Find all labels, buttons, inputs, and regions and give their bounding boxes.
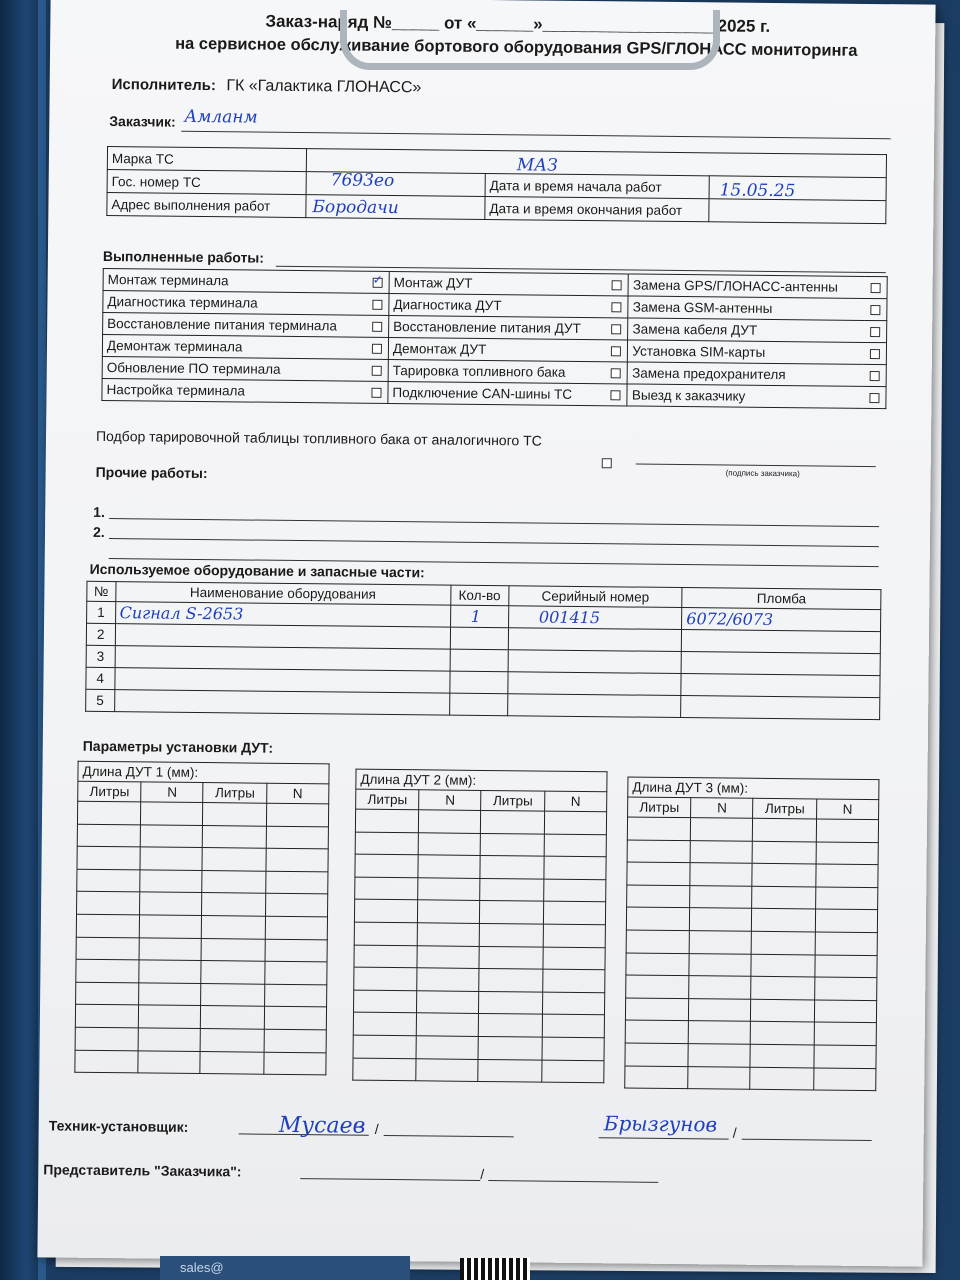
representative-sign-line-1 [300, 1178, 480, 1181]
work-checkbox[interactable] [372, 322, 382, 332]
dut-col-header: Литры [753, 798, 817, 819]
works-title: Выполненные работы: [102, 247, 265, 266]
dut-col-header: Литры [628, 797, 692, 818]
dut-cell[interactable] [690, 840, 752, 863]
equipment-seal: 6072/6073 [682, 608, 881, 632]
work-checkbox[interactable] [372, 366, 382, 376]
order-subtitle: на сервисное обслуживание бортового оборудования GPS/ГЛОНАСС мониторинга [175, 34, 858, 60]
work-3-2-label: Замена GSM-антенны [628, 296, 864, 320]
dut-cell[interactable] [264, 1029, 326, 1052]
work-checkbox[interactable] [870, 327, 880, 337]
dut-cell[interactable] [544, 834, 606, 857]
dut-cell[interactable] [264, 984, 326, 1007]
clip-ring [340, 10, 720, 70]
dut-cell[interactable] [816, 842, 878, 865]
work-3-2-cell [864, 298, 887, 320]
dut-title: Параметры установки ДУТ: [82, 737, 274, 756]
work-1-6-cell [365, 381, 388, 403]
equipment-seal [681, 696, 880, 720]
work-checkbox[interactable] [612, 281, 622, 291]
dut-cell[interactable] [354, 967, 418, 990]
dut-cell[interactable] [77, 892, 141, 915]
work-checkbox[interactable] [612, 325, 622, 335]
dut-cell[interactable] [752, 909, 816, 932]
work-2-4-label: Демонтаж ДУТ [388, 337, 605, 361]
dut-cell[interactable] [265, 961, 327, 984]
dut-cell[interactable] [625, 1020, 689, 1043]
dut-cell[interactable] [542, 1037, 604, 1060]
dut-cell[interactable] [816, 819, 878, 842]
dut-cell[interactable] [265, 939, 327, 962]
dut-cell[interactable] [690, 885, 752, 908]
dut-cell[interactable] [688, 1066, 750, 1089]
dut-cell[interactable] [201, 961, 265, 984]
work-2-2-label: Диагностика ДУТ [389, 293, 606, 317]
dut-cell[interactable] [481, 810, 545, 833]
work-order-sheet: Заказ-наряд №_____ от «______»__________________ 2025 г. на сервисное обслуживание бортового оборудования GPS/ГЛОНАСС мониторинга Исполнитель: ГК «Галактика ГЛОНАСС» Заказчик: Амланм Марка ТС МАЗ Гос. номер ТС 7693ео Дата и время начала работ 15.05.25 Адрес выполнения работ Бородачи Дата и время окончания работ Выполненные работы: Монтаж терминала ✓ Монтаж ДУТ Замена GPS/ГЛОНАСС-антенны Диагностика терминала Диагностика ДУТ Замена GSM-антенны Восстановление питания терминала Восстановление питания ДУТ Замена кабеля ДУТ Демонтаж терминала Демонтаж ДУТ Установка SIM-карты Обновление ПО терминала Тарировка топливного бака Замена предохранителя Настройка терминала Подключение CAN-шины ТС Выезд к заказчику Подбор тарировочной таблицы топливного бака от аналогичного ТС (подпись заказчика) Прочие работы: 1. 2. Используемое оборудование и запасные части: № Наименование оборудования Кол-во Серийный номер Пломба 1 Сигнал S-2653 1 001415 6072/6073 2 3 4 5 Параметры установки ДУТ: Длина ДУТ 1 (мм): Литры N Литры N Длина ДУТ 2 (мм): Литры N Литры N Длина ДУТ 3 (мм): Литры N Литры N Техник-установщик: / Мусаев / Брызгунов Представитель "Заказчика": / [37, 0, 935, 1267]
dut-cell[interactable] [543, 924, 605, 947]
dut-cell[interactable] [815, 887, 877, 910]
dut-cell[interactable] [355, 809, 419, 832]
dut-col-header: N [419, 790, 481, 811]
dut-cell[interactable] [751, 999, 815, 1022]
dut-cell[interactable] [140, 892, 202, 915]
work-2-2-cell [606, 296, 629, 318]
work-2-1-cell [606, 274, 629, 296]
dut-cell[interactable] [418, 878, 480, 901]
technician-sign-line-4 [742, 1139, 872, 1141]
dut-cell[interactable] [416, 1058, 478, 1081]
dut-cell[interactable] [203, 803, 267, 826]
dut-cell[interactable] [202, 848, 266, 871]
work-2-3-cell [605, 318, 628, 340]
dut-cell[interactable] [814, 1000, 876, 1023]
dut-cell[interactable] [138, 1028, 200, 1051]
dut-cell[interactable] [416, 1036, 478, 1059]
work-checkbox[interactable] [869, 393, 879, 403]
dut-col-header: N [691, 798, 753, 819]
work-checkbox[interactable] [371, 388, 381, 398]
dut-cell[interactable] [355, 877, 419, 900]
dut-cell[interactable] [626, 975, 690, 998]
order-title: Заказ-наряд №_____ от «______»__________________ 2025 г. [265, 11, 771, 36]
equipment-table [85, 581, 881, 720]
work-3-4-cell [864, 342, 887, 364]
dut-cell[interactable] [751, 1022, 815, 1045]
tank-table-checkbox[interactable] [602, 458, 612, 468]
equipment-header-2: Кол-во [450, 585, 508, 606]
work-2-5-cell [605, 362, 628, 384]
equipment-serial [507, 694, 681, 718]
executor-value: ГК «Галактика ГЛОНАСС» [226, 77, 422, 97]
dut-col-header: Литры [356, 789, 420, 810]
dut-cell[interactable] [625, 1066, 689, 1089]
dut-cell[interactable] [690, 863, 752, 886]
equipment-header-4: Пломба [682, 588, 881, 610]
work-checkbox[interactable] [611, 369, 621, 379]
work-3-6-label: Выезд к заказчику [627, 384, 863, 408]
dut-cell[interactable] [266, 848, 328, 871]
dut-cell[interactable] [626, 907, 690, 930]
dut-cell[interactable] [627, 817, 691, 840]
dut-cell[interactable] [480, 923, 544, 946]
dut-cell[interactable] [266, 826, 328, 849]
dut-cell[interactable] [544, 879, 606, 902]
dut-col-header: N [544, 791, 606, 812]
dut-cell[interactable] [690, 908, 752, 931]
dut-cell[interactable] [479, 991, 543, 1014]
equipment-row-number: 5 [86, 689, 115, 711]
equipment-qty [449, 671, 507, 694]
customer-signature-line [636, 464, 876, 468]
dut-cell[interactable] [76, 937, 140, 960]
representative-sign-line-2 [488, 1180, 658, 1183]
address-value: Бородачи [312, 197, 399, 219]
technician-signature-2: Брызгунов [603, 1111, 718, 1137]
work-2-1-label: Монтаж ДУТ [389, 271, 606, 295]
dut-cell[interactable] [543, 901, 605, 924]
dut-cell[interactable] [77, 846, 141, 869]
dut-cell[interactable] [542, 1014, 604, 1037]
dut-table-3 [624, 776, 879, 1091]
work-1-6-label: Настройка терминала [102, 378, 366, 403]
dut-table-1 [74, 761, 329, 1076]
work-3-5-cell [864, 364, 887, 386]
other-works-title: Прочие работы: [95, 463, 208, 482]
dut-cell[interactable] [200, 1051, 264, 1074]
dut-cell[interactable] [264, 1007, 326, 1030]
equipment-serial [508, 628, 682, 652]
dut-cell[interactable] [689, 976, 751, 999]
dut-cell[interactable] [625, 1043, 689, 1066]
equipment-row-number: 2 [86, 623, 115, 645]
equipment-name: Сигнал S-2653 [115, 602, 450, 628]
dut-cell[interactable] [417, 1013, 479, 1036]
dut-cell[interactable] [201, 1028, 265, 1051]
dut-cell[interactable] [355, 854, 419, 877]
dut-cell[interactable] [417, 945, 479, 968]
dut-cell[interactable] [689, 953, 751, 976]
dut-cell[interactable] [481, 833, 545, 856]
customer-label: Заказчик: [109, 113, 176, 130]
equipment-seal [681, 652, 880, 676]
dut-cell[interactable] [815, 955, 877, 978]
dut-cell[interactable] [354, 900, 418, 923]
equipment-row-number: 3 [86, 645, 115, 667]
dut-cell[interactable] [814, 1022, 876, 1045]
dut-cell[interactable] [203, 825, 267, 848]
dut-cell[interactable] [76, 959, 140, 982]
dut-cell[interactable] [354, 945, 418, 968]
dut-cell[interactable] [815, 977, 877, 1000]
dut-cell[interactable] [627, 840, 691, 863]
brand-label: Марка ТС [107, 147, 306, 172]
work-checkbox[interactable] [611, 391, 621, 401]
dut-cell[interactable] [266, 803, 328, 826]
dut-cell[interactable] [140, 870, 202, 893]
equipment-title: Используемое оборудование и запасные части: [89, 560, 425, 581]
dut-cell[interactable] [75, 1005, 139, 1028]
dut-cell[interactable] [139, 983, 201, 1006]
work-1-3-label: Восстановление питания терминала [103, 312, 367, 337]
work-1-1-label: Монтаж терминала [103, 268, 367, 293]
executor-label: Исполнитель: [111, 76, 217, 95]
work-3-3-label: Замена кабеля ДУТ [628, 318, 864, 342]
dut-cell[interactable] [139, 1005, 201, 1028]
dut-cell[interactable] [480, 856, 544, 879]
dut-cell[interactable] [139, 937, 201, 960]
dut-cell[interactable] [418, 923, 480, 946]
plate-cell [306, 172, 485, 197]
dut-length-label: Длина ДУТ 1 (мм): [78, 761, 329, 784]
dut-cell[interactable] [418, 900, 480, 923]
dut-table-2 [352, 769, 607, 1084]
dut-cell[interactable] [77, 869, 141, 892]
dut-cell[interactable] [419, 832, 481, 855]
customer-underline [181, 131, 891, 139]
work-checkbox[interactable] [870, 349, 880, 359]
work-3-1-cell [865, 276, 888, 298]
technician-sign-line-2 [384, 1135, 514, 1137]
dut-cell[interactable] [688, 1044, 750, 1067]
dut-cell[interactable] [138, 1050, 200, 1073]
dut-cell[interactable] [140, 915, 202, 938]
work-checkbox[interactable] [372, 344, 382, 354]
dut-cell[interactable] [689, 998, 751, 1021]
dut-col-header: N [141, 782, 203, 803]
dut-cell[interactable] [627, 885, 691, 908]
dut-cell[interactable] [353, 1035, 417, 1058]
vehicle-table [106, 146, 887, 224]
dut-cell[interactable] [626, 930, 690, 953]
other-work-2-line [109, 538, 879, 547]
work-checkbox[interactable] [611, 347, 621, 357]
dut-cell[interactable] [76, 914, 140, 937]
dut-cell[interactable] [76, 982, 140, 1005]
work-3-5-label: Замена предохранителя [628, 362, 864, 386]
dut-cell[interactable] [689, 931, 751, 954]
footer-logo: sales@ [160, 1256, 410, 1280]
plate-label: Гос. номер ТС [107, 170, 306, 195]
dut-cell[interactable] [77, 824, 141, 847]
work-checkbox[interactable] [612, 303, 622, 313]
dut-length-label: Длина ДУТ 3 (мм): [628, 777, 879, 800]
dut-cell[interactable] [201, 1006, 265, 1029]
dut-cell[interactable] [140, 847, 202, 870]
work-1-1-cell [367, 271, 390, 293]
end-value [709, 199, 886, 224]
dut-cell[interactable] [752, 886, 816, 909]
dut-cell[interactable] [417, 991, 479, 1014]
work-2-3-label: Восстановление питания ДУТ [389, 315, 606, 339]
dut-cell[interactable] [354, 922, 418, 945]
dut-cell[interactable] [479, 1036, 543, 1059]
dut-cell[interactable] [419, 810, 481, 833]
brand-value: МАЗ [516, 155, 558, 176]
dut-cell[interactable] [75, 1050, 139, 1073]
dut-col-header: Литры [203, 783, 267, 804]
technician-signature-1: Мусаев [278, 1112, 366, 1139]
dut-cell[interactable] [77, 801, 141, 824]
work-1-5-cell [366, 359, 389, 381]
dut-cell[interactable] [815, 909, 877, 932]
work-checkbox[interactable] [372, 300, 382, 310]
dut-col-header: N [267, 783, 329, 804]
equipment-row-number: 4 [86, 667, 115, 689]
dut-cell[interactable] [544, 856, 606, 879]
work-1-2-label: Диагностика терминала [103, 290, 367, 315]
equipment-header-1: Наименование оборудования [115, 582, 450, 606]
equipment-serial [508, 650, 682, 674]
dut-cell[interactable] [625, 998, 689, 1021]
dut-cell[interactable] [479, 946, 543, 969]
dut-cell[interactable] [353, 1012, 417, 1035]
representative-label: Представитель "Заказчика": [43, 1161, 242, 1180]
dut-cell[interactable] [753, 841, 817, 864]
dut-cell[interactable] [543, 947, 605, 970]
dut-cell[interactable] [417, 968, 479, 991]
dut-cell[interactable] [265, 894, 327, 917]
dut-cell[interactable] [626, 953, 690, 976]
dut-cell[interactable] [815, 932, 877, 955]
work-1-4-label: Демонтаж терминала [102, 334, 366, 359]
work-checkbox[interactable] [870, 371, 880, 381]
dut-cell[interactable] [751, 954, 815, 977]
dut-cell[interactable] [480, 901, 544, 924]
clipboard-clip [330, 0, 730, 75]
tank-table-label: Подбор тарировочной таблицы топливного бака от аналогичного ТС [95, 427, 542, 449]
dut-cell[interactable] [201, 983, 265, 1006]
equipment-row-number: 1 [87, 601, 116, 623]
equipment-qty [450, 627, 508, 650]
dut-cell[interactable] [353, 1058, 417, 1081]
dut-cell[interactable] [816, 864, 878, 887]
equipment-qty: 1 [450, 605, 508, 628]
work-1-4-cell [366, 337, 389, 359]
executor-row [112, 76, 422, 97]
work-2-6-label: Подключение CAN-шины ТС [388, 381, 605, 405]
dut-cell[interactable] [750, 1067, 814, 1090]
work-checkbox[interactable] [373, 278, 383, 288]
address-cell [306, 195, 485, 220]
work-1-3-cell [366, 315, 389, 337]
address-label: Адрес выполнения работ [107, 193, 306, 218]
work-2-6-cell [605, 384, 628, 406]
dut-cell[interactable] [202, 893, 266, 916]
work-3-1-label: Замена GPS/ГЛОНАСС-антенны [628, 274, 864, 298]
customer-signature-caption: (подпись заказчика) [725, 468, 800, 479]
dut-cell[interactable] [752, 863, 816, 886]
dut-cell[interactable] [202, 938, 266, 961]
dut-cell[interactable] [544, 811, 606, 834]
dut-cell[interactable] [814, 1045, 876, 1068]
dut-cell[interactable] [355, 832, 419, 855]
equipment-name [114, 690, 449, 716]
dut-cell[interactable] [266, 871, 328, 894]
dut-cell[interactable] [689, 1021, 751, 1044]
dut-cell[interactable] [264, 1052, 326, 1075]
dut-cell[interactable] [542, 1060, 604, 1083]
dut-cell[interactable] [814, 1067, 876, 1090]
equipment-qty [450, 649, 508, 672]
technician-label: Техник-установщик: [48, 1117, 189, 1135]
other-work-1-line [109, 518, 879, 527]
dut-cell[interactable] [353, 990, 417, 1013]
dut-cell[interactable] [202, 916, 266, 939]
work-2-4-cell [605, 340, 628, 362]
customer-value: Амланм [184, 106, 258, 128]
dut-cell[interactable] [418, 855, 480, 878]
work-3-3-cell [864, 320, 887, 342]
dut-cell[interactable] [543, 969, 605, 992]
start-cell [709, 176, 886, 201]
equipment-seal [681, 630, 880, 654]
work-3-6-cell [863, 386, 886, 408]
start-value: 15.05.25 [719, 180, 796, 202]
equipment-header-0: № [87, 581, 116, 601]
dut-cell[interactable] [202, 870, 266, 893]
equipment-qty [449, 693, 507, 716]
dut-col-header: Литры [481, 790, 545, 811]
dut-cell[interactable] [479, 969, 543, 992]
dut-cell[interactable] [265, 916, 327, 939]
qr-code [460, 1258, 530, 1280]
equipment-header-3: Серийный номер [509, 586, 683, 608]
dut-cell[interactable] [627, 862, 691, 885]
dut-cell[interactable] [479, 1014, 543, 1037]
dut-cell[interactable] [542, 992, 604, 1015]
work-3-4-label: Установка SIM-карты [628, 340, 864, 364]
plate-value: 7693ео [330, 170, 395, 192]
other-work-1-number: 1. [93, 503, 105, 520]
work-2-5-label: Тарировка топливного бака [388, 359, 605, 383]
dut-length-label: Длина ДУТ 2 (мм): [356, 769, 607, 792]
other-work-2-number: 2. [92, 523, 105, 540]
equipment-serial [508, 672, 682, 696]
dut-cell[interactable] [750, 1044, 814, 1067]
dut-cell[interactable] [75, 1027, 139, 1050]
dut-cell[interactable] [141, 824, 203, 847]
technician-sign-line-3 [599, 1137, 729, 1139]
equipment-seal [681, 674, 880, 698]
work-checkbox[interactable] [870, 305, 880, 315]
end-label: Дата и время окончания работ [485, 196, 709, 221]
dut-col-header: N [816, 799, 878, 820]
dut-cell[interactable] [478, 1059, 542, 1082]
dut-cell[interactable] [753, 818, 817, 841]
work-1-2-cell [366, 293, 389, 315]
dut-cell[interactable] [752, 931, 816, 954]
start-label: Дата и время начала работ [485, 173, 709, 198]
dut-cell[interactable] [751, 976, 815, 999]
dut-cell[interactable] [139, 960, 201, 983]
equipment-serial: 001415 [508, 606, 682, 630]
work-checkbox[interactable] [871, 283, 881, 293]
dut-cell[interactable] [141, 802, 203, 825]
dut-cell[interactable] [691, 818, 753, 841]
works-table [101, 268, 887, 409]
work-1-5-label: Обновление ПО терминала [102, 356, 366, 381]
dut-col-header: Литры [78, 781, 142, 802]
dut-cell[interactable] [480, 878, 544, 901]
